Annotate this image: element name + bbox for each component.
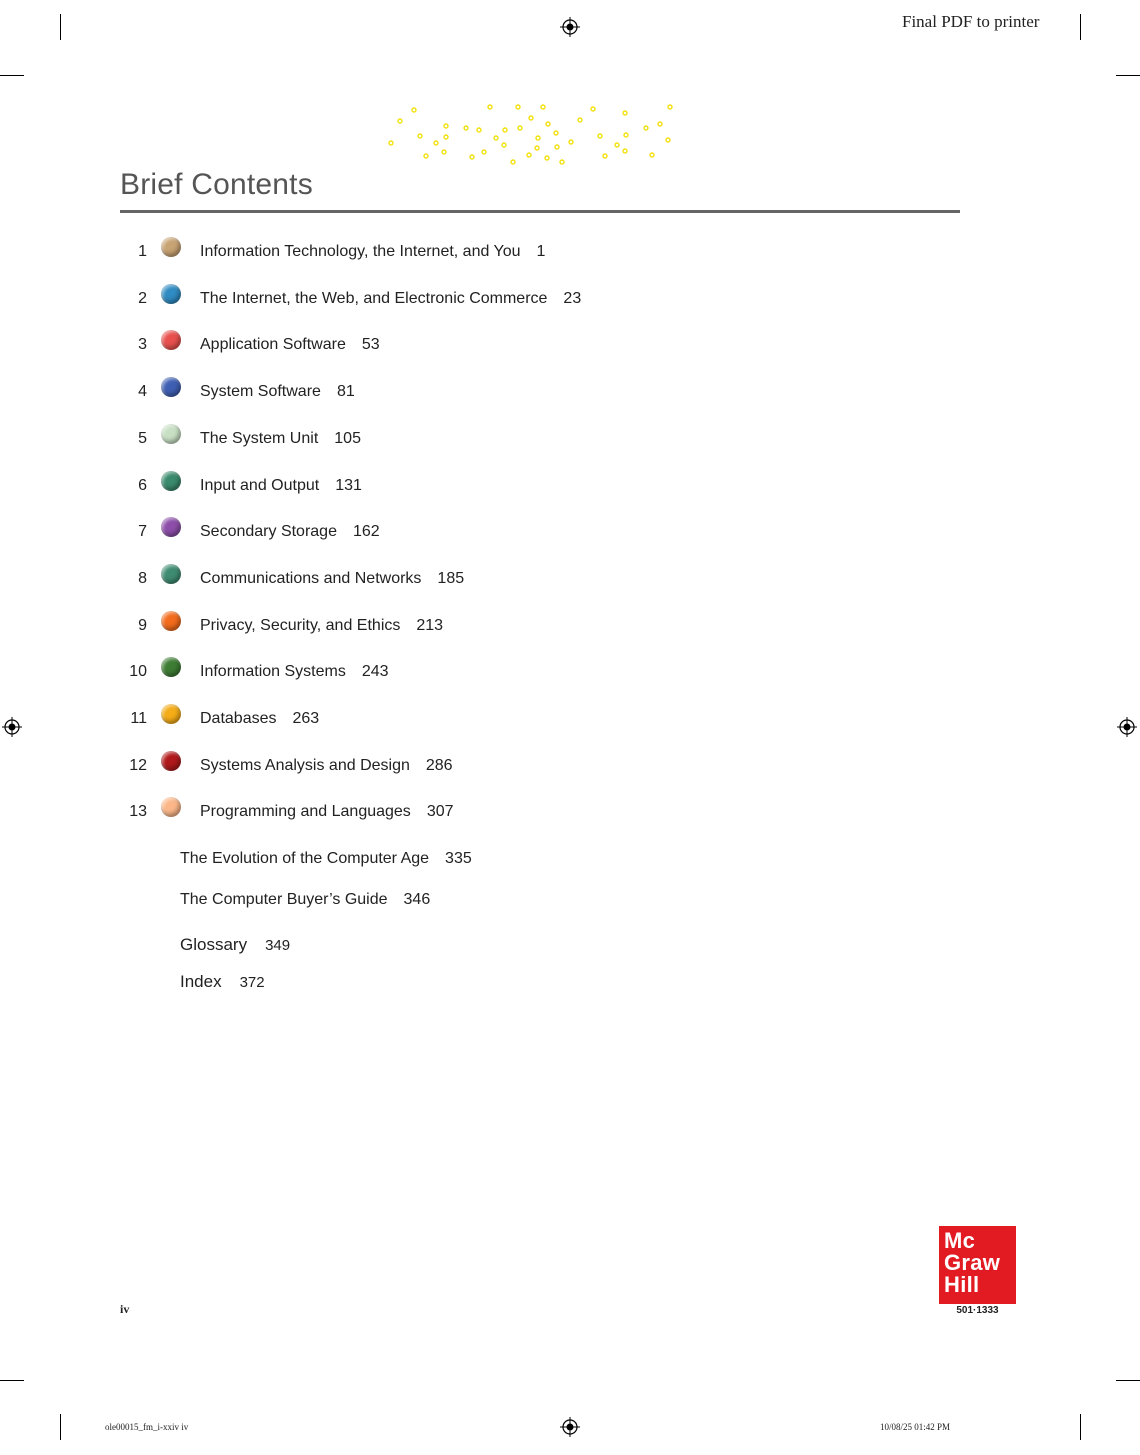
toc-chapter-row[interactable] xyxy=(120,564,464,594)
registration-mark-icon xyxy=(560,17,580,37)
chapter-ball-icon xyxy=(161,564,181,584)
crop-mark xyxy=(1080,1414,1081,1440)
appendix-page: 346 xyxy=(403,891,431,908)
chapter-page: 23 xyxy=(563,289,582,307)
chapter-title: Privacy, Security, and Ethics xyxy=(200,616,401,634)
crop-mark xyxy=(1080,14,1081,40)
toc-appendix-row[interactable] xyxy=(180,891,430,909)
chapter-number: 13 xyxy=(129,803,147,821)
chapter-title: Application Software xyxy=(200,336,346,354)
backmatter-page: 349 xyxy=(265,937,291,954)
chapter-page: 1 xyxy=(536,243,546,260)
chapter-title: Information Technology, the Internet, and You xyxy=(200,243,521,260)
chapter-title: System Software xyxy=(200,383,321,401)
chapter-title: Input and Output xyxy=(200,476,320,494)
registration-mark-icon xyxy=(560,1417,580,1437)
chapter-page: 307 xyxy=(426,803,454,821)
chapter-page: 105 xyxy=(334,429,361,447)
registration-mark-icon xyxy=(1117,717,1137,737)
chapter-ball-icon xyxy=(161,330,181,350)
appendix-title: The Evolution of the Computer Age xyxy=(180,850,430,867)
chapter-title: Information Systems xyxy=(200,663,346,681)
chapter-ball-icon xyxy=(161,377,181,397)
publisher-logo: Mc Graw Hill xyxy=(939,1226,1016,1304)
appendix-title: The Computer Buyer’s Guide xyxy=(180,891,388,908)
chapter-number: 9 xyxy=(138,616,147,634)
backmatter-title: Index xyxy=(180,972,222,991)
chapter-number: 6 xyxy=(138,476,147,494)
backmatter-page: 372 xyxy=(239,974,265,991)
crop-mark xyxy=(0,75,24,76)
print-timestamp: 10/08/25 01:42 PM xyxy=(880,1422,951,1432)
chapter-ball-icon xyxy=(161,424,181,444)
chapter-page: 53 xyxy=(361,336,380,354)
print-slug: Final PDF to printer xyxy=(902,12,1040,31)
chapter-title: Communications and Networks xyxy=(200,569,422,587)
toc-chapter-row[interactable] xyxy=(120,284,581,314)
chapter-page: 243 xyxy=(361,663,389,681)
chapter-ball-icon xyxy=(161,704,181,724)
chapter-title: Databases xyxy=(200,710,277,727)
toc-backmatter-row[interactable] xyxy=(180,935,290,955)
appendix-page: 335 xyxy=(445,850,472,867)
chapter-ball-icon xyxy=(161,284,181,304)
chapter-number: 4 xyxy=(138,383,147,401)
backmatter-title: Glossary xyxy=(180,935,248,954)
chapter-number: 12 xyxy=(129,756,147,774)
toc-backmatter-row[interactable] xyxy=(180,972,265,992)
chapter-page: 131 xyxy=(335,476,362,494)
crop-mark xyxy=(60,14,61,40)
title-rule xyxy=(120,210,960,213)
file-slug: ole00015_fm_i-xxiv iv xyxy=(105,1422,189,1432)
chapter-ball-icon xyxy=(161,611,181,631)
toc-chapter-row[interactable] xyxy=(120,424,361,454)
chapter-number: 2 xyxy=(138,289,147,307)
chapter-ball-icon xyxy=(161,657,181,677)
crop-mark xyxy=(0,1380,24,1381)
chapter-title: Secondary Storage xyxy=(200,523,337,541)
chapter-ball-icon xyxy=(161,237,181,257)
chapter-page: 185 xyxy=(437,569,465,587)
chapter-page: 162 xyxy=(352,523,380,541)
chapter-number: 1 xyxy=(138,243,147,260)
chapter-title: The System Unit xyxy=(200,429,319,447)
crop-mark xyxy=(60,1414,61,1440)
chapter-ball-icon xyxy=(161,797,181,817)
decorative-dots xyxy=(380,100,680,170)
toc-chapter-row[interactable] xyxy=(120,797,454,827)
crop-mark xyxy=(1116,1380,1140,1381)
crop-mark xyxy=(1116,75,1140,76)
page-title: Brief Contents xyxy=(120,168,313,201)
toc-chapter-row[interactable] xyxy=(120,237,545,267)
toc-chapter-row[interactable] xyxy=(120,517,380,547)
chapter-ball-icon xyxy=(161,517,181,537)
chapter-page: 286 xyxy=(425,756,453,774)
chapter-number: 5 xyxy=(138,429,147,447)
chapter-title: Systems Analysis and Design xyxy=(200,756,410,774)
toc-chapter-row[interactable] xyxy=(120,751,453,781)
chapter-title: The Internet, the Web, and Electronic Commerce xyxy=(200,289,548,307)
chapter-page: 263 xyxy=(292,710,320,727)
chapter-ball-icon xyxy=(161,751,181,771)
toc-chapter-row[interactable] xyxy=(120,611,443,641)
chapter-number: 11 xyxy=(130,710,147,727)
chapter-title: Programming and Languages xyxy=(200,803,411,821)
chapter-number: 10 xyxy=(129,663,147,681)
registration-mark-icon xyxy=(2,717,22,737)
chapter-page: 81 xyxy=(336,383,355,401)
chapter-page: 213 xyxy=(416,616,444,634)
toc-chapter-row[interactable] xyxy=(120,471,362,501)
chapter-number: 8 xyxy=(138,569,147,587)
chapter-number: 7 xyxy=(138,523,147,541)
toc-appendix-row[interactable] xyxy=(180,850,472,868)
toc-chapter-row[interactable] xyxy=(120,377,355,407)
chapter-ball-icon xyxy=(161,471,181,491)
toc-chapter-row[interactable] xyxy=(120,704,319,734)
toc-chapter-row[interactable] xyxy=(120,657,389,687)
chapter-number: 3 xyxy=(138,336,147,354)
publisher-code: 501·1333 xyxy=(956,1305,999,1316)
toc-chapter-row[interactable] xyxy=(120,330,380,360)
page-folio: iv xyxy=(120,1302,130,1316)
